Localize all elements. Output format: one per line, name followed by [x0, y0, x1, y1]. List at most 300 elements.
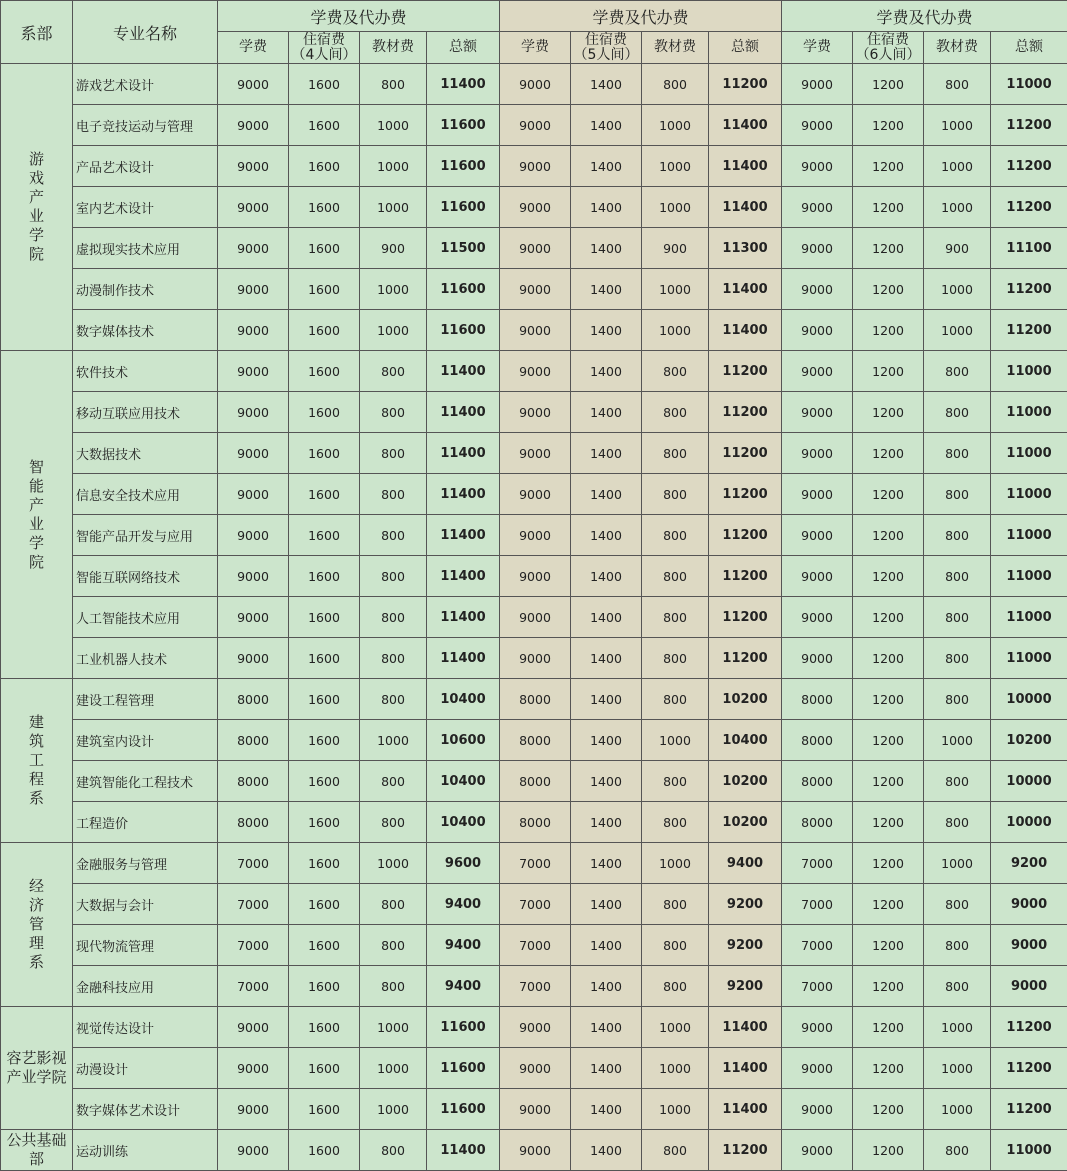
dorm-cell: 1200 [853, 966, 924, 1007]
books-cell: 800 [924, 679, 991, 720]
total-cell: 9000 [991, 966, 1067, 1007]
dorm-cell: 1600 [289, 187, 360, 228]
table-row [1, 802, 1067, 843]
tuition-cell: 8000 [782, 720, 853, 761]
tuition-cell: 9000 [500, 105, 571, 146]
total-cell: 9400 [427, 966, 500, 1007]
total-cell: 10000 [991, 679, 1067, 720]
total-cell: 11400 [709, 310, 782, 351]
tuition-cell: 8000 [782, 761, 853, 802]
tuition-cell: 9000 [218, 638, 289, 679]
tuition-cell: 9000 [218, 228, 289, 269]
tuition-cell: 9000 [500, 597, 571, 638]
total-cell: 11200 [709, 638, 782, 679]
major-name: 产品艺术设计 [73, 146, 218, 187]
tuition-cell: 7000 [218, 925, 289, 966]
dorm-cell: 1600 [289, 966, 360, 1007]
books-cell: 1000 [360, 1007, 427, 1048]
tuition-cell: 9000 [500, 1007, 571, 1048]
total-cell: 11200 [709, 351, 782, 392]
department-name [1, 679, 73, 843]
total-cell: 11200 [991, 310, 1067, 351]
major-name: 建筑室内设计 [73, 720, 218, 761]
books-cell: 1000 [924, 269, 991, 310]
table-row [1, 351, 1067, 392]
dorm-cell: 1200 [853, 638, 924, 679]
tuition-cell: 9000 [218, 515, 289, 556]
total-cell: 10200 [709, 679, 782, 720]
tuition-cell: 9000 [782, 638, 853, 679]
total-cell: 11400 [709, 187, 782, 228]
total-cell: 11600 [427, 1048, 500, 1089]
books-cell: 800 [924, 966, 991, 1007]
tuition-cell: 9000 [500, 1130, 571, 1171]
total-cell: 11600 [427, 310, 500, 351]
table-row [1, 1048, 1067, 1089]
table-row [1, 761, 1067, 802]
books-cell: 1000 [642, 843, 709, 884]
table-row [1, 269, 1067, 310]
table-row [1, 310, 1067, 351]
tuition-cell: 9000 [218, 392, 289, 433]
table-row [1, 433, 1067, 474]
dorm-cell: 1600 [289, 679, 360, 720]
tuition-cell: 9000 [218, 597, 289, 638]
tuition-cell: 7000 [782, 884, 853, 925]
dorm-cell: 1400 [571, 392, 642, 433]
books-cell: 800 [924, 433, 991, 474]
books-cell: 1000 [642, 310, 709, 351]
major-name: 软件技术 [73, 351, 218, 392]
books-cell: 800 [360, 351, 427, 392]
books-cell: 1000 [360, 1048, 427, 1089]
total-cell: 11200 [709, 474, 782, 515]
books-cell: 800 [360, 474, 427, 515]
tuition-cell: 8000 [500, 679, 571, 720]
dept-header: 系部 [1, 1, 73, 64]
books-cell: 1000 [360, 720, 427, 761]
total-header: 总额 [427, 32, 500, 64]
books-cell: 800 [642, 474, 709, 515]
dorm-header-line2: （6人间） [855, 46, 921, 63]
books-cell: 800 [360, 433, 427, 474]
books-cell: 800 [642, 679, 709, 720]
books-cell: 800 [924, 556, 991, 597]
group-header-6-person: 学费及代办费 [782, 1, 1067, 32]
major-name: 移动互联应用技术 [73, 392, 218, 433]
dorm-cell: 1600 [289, 802, 360, 843]
total-cell: 10200 [991, 720, 1067, 761]
books-cell: 1000 [360, 146, 427, 187]
dorm-cell: 1400 [571, 146, 642, 187]
table-row [1, 638, 1067, 679]
total-cell: 11200 [991, 187, 1067, 228]
tuition-cell: 9000 [218, 1007, 289, 1048]
department-label: 智能产业学院 [29, 457, 45, 571]
department-name [1, 1130, 73, 1171]
total-cell: 10600 [427, 720, 500, 761]
dorm-cell: 1400 [571, 843, 642, 884]
dorm-cell: 1600 [289, 556, 360, 597]
table-row [1, 474, 1067, 515]
dorm-cell: 1200 [853, 1089, 924, 1130]
dorm-cell: 1600 [289, 925, 360, 966]
tuition-header: 学费 [782, 32, 853, 64]
department-name [1, 64, 73, 351]
tuition-cell: 9000 [500, 515, 571, 556]
books-cell: 800 [360, 679, 427, 720]
dorm-cell: 1400 [571, 1089, 642, 1130]
dorm-cell: 1400 [571, 351, 642, 392]
tuition-cell: 9000 [782, 556, 853, 597]
tuition-cell: 9000 [218, 269, 289, 310]
dorm-cell: 1600 [289, 597, 360, 638]
total-cell: 9200 [709, 966, 782, 1007]
dorm-cell: 1600 [289, 64, 360, 105]
table-row [1, 228, 1067, 269]
tuition-cell: 9000 [218, 556, 289, 597]
books-cell: 800 [642, 515, 709, 556]
dorm-cell: 1200 [853, 228, 924, 269]
total-cell: 11000 [991, 597, 1067, 638]
total-cell: 11000 [991, 515, 1067, 556]
total-cell: 11000 [991, 64, 1067, 105]
total-cell: 11300 [709, 228, 782, 269]
books-cell: 800 [360, 392, 427, 433]
tuition-cell: 9000 [218, 146, 289, 187]
major-name: 工业机器人技术 [73, 638, 218, 679]
tuition-cell: 9000 [782, 146, 853, 187]
table-row [1, 515, 1067, 556]
total-cell: 11400 [427, 392, 500, 433]
books-cell: 1000 [642, 146, 709, 187]
books-cell: 1000 [924, 1089, 991, 1130]
total-cell: 10000 [991, 802, 1067, 843]
books-cell: 900 [924, 228, 991, 269]
books-cell: 800 [360, 515, 427, 556]
tuition-cell: 9000 [218, 1130, 289, 1171]
total-cell: 11200 [709, 515, 782, 556]
books-cell: 800 [642, 638, 709, 679]
books-cell: 1000 [642, 1048, 709, 1089]
dorm-cell: 1400 [571, 64, 642, 105]
books-cell: 800 [924, 1130, 991, 1171]
table-row [1, 843, 1067, 884]
table-row [1, 925, 1067, 966]
total-cell: 11600 [427, 187, 500, 228]
dorm-cell: 1600 [289, 310, 360, 351]
dorm-cell: 1200 [853, 474, 924, 515]
tuition-cell: 8000 [218, 802, 289, 843]
total-cell: 10400 [427, 761, 500, 802]
table-row [1, 556, 1067, 597]
tuition-cell: 9000 [782, 351, 853, 392]
table-row [1, 105, 1067, 146]
department-label: 游戏产业学院 [29, 150, 45, 263]
total-cell: 11200 [709, 433, 782, 474]
table-row [1, 146, 1067, 187]
books-cell: 1000 [642, 720, 709, 761]
table-row [1, 392, 1067, 433]
tuition-cell: 8000 [782, 802, 853, 843]
total-cell: 9600 [427, 843, 500, 884]
tuition-cell: 9000 [218, 351, 289, 392]
table-row [1, 187, 1067, 228]
tuition-cell: 7000 [500, 843, 571, 884]
tuition-cell: 9000 [500, 1089, 571, 1130]
tuition-cell: 7000 [500, 966, 571, 1007]
tuition-cell: 9000 [782, 392, 853, 433]
books-cell: 1000 [924, 310, 991, 351]
dorm-header [289, 32, 360, 64]
tuition-cell: 7000 [782, 925, 853, 966]
table-row [1, 64, 1067, 105]
tuition-cell: 9000 [782, 597, 853, 638]
total-cell: 11200 [709, 392, 782, 433]
dorm-cell: 1200 [853, 679, 924, 720]
total-cell: 11600 [427, 269, 500, 310]
table-row [1, 1130, 1067, 1171]
tuition-cell: 8000 [782, 679, 853, 720]
total-cell: 11200 [709, 64, 782, 105]
books-cell: 1000 [924, 187, 991, 228]
dorm-cell: 1400 [571, 925, 642, 966]
books-cell: 1000 [924, 843, 991, 884]
dorm-cell: 1600 [289, 474, 360, 515]
total-cell: 9000 [991, 925, 1067, 966]
books-cell: 800 [642, 597, 709, 638]
total-cell: 11400 [427, 351, 500, 392]
books-cell: 1000 [360, 310, 427, 351]
books-cell: 800 [360, 802, 427, 843]
books-cell: 800 [642, 884, 709, 925]
major-name: 视觉传达设计 [73, 1007, 218, 1048]
books-cell: 900 [360, 228, 427, 269]
books-cell: 800 [642, 1130, 709, 1171]
tuition-cell: 7000 [218, 966, 289, 1007]
dorm-cell: 1400 [571, 474, 642, 515]
total-header: 总额 [991, 32, 1067, 64]
table-row [1, 1007, 1067, 1048]
dorm-cell: 1600 [289, 228, 360, 269]
total-cell: 10400 [709, 720, 782, 761]
tuition-cell: 9000 [218, 187, 289, 228]
dorm-cell: 1400 [571, 433, 642, 474]
books-cell: 800 [642, 392, 709, 433]
dorm-cell: 1600 [289, 1048, 360, 1089]
tuition-cell: 9000 [218, 64, 289, 105]
total-cell: 10000 [991, 761, 1067, 802]
tuition-cell: 9000 [782, 105, 853, 146]
total-cell: 11200 [991, 269, 1067, 310]
total-cell: 9000 [991, 884, 1067, 925]
books-cell: 800 [360, 638, 427, 679]
dorm-cell: 1600 [289, 843, 360, 884]
tuition-cell: 9000 [782, 64, 853, 105]
books-cell: 800 [360, 597, 427, 638]
dorm-cell: 1200 [853, 925, 924, 966]
books-cell: 800 [360, 884, 427, 925]
dorm-cell: 1400 [571, 556, 642, 597]
books-cell: 800 [360, 556, 427, 597]
group-header-4-person: 学费及代办费 [218, 1, 500, 32]
dorm-cell: 1400 [571, 802, 642, 843]
books-cell: 800 [924, 638, 991, 679]
books-cell: 1000 [642, 105, 709, 146]
major-name: 建筑智能化工程技术 [73, 761, 218, 802]
dorm-cell: 1400 [571, 1130, 642, 1171]
dorm-cell: 1400 [571, 310, 642, 351]
dorm-cell: 1600 [289, 1089, 360, 1130]
dorm-cell: 1200 [853, 392, 924, 433]
total-cell: 11400 [427, 474, 500, 515]
tuition-cell: 9000 [500, 433, 571, 474]
books-cell: 800 [360, 64, 427, 105]
department-label: 容艺影视产业学院 [6, 1049, 67, 1086]
tuition-cell: 7000 [500, 884, 571, 925]
table-row [1, 966, 1067, 1007]
dorm-cell: 1600 [289, 146, 360, 187]
tuition-cell: 9000 [782, 1007, 853, 1048]
total-cell: 9200 [709, 925, 782, 966]
tuition-cell: 9000 [782, 310, 853, 351]
dorm-header [853, 32, 924, 64]
books-cell: 800 [924, 392, 991, 433]
department-name [1, 1007, 73, 1130]
total-cell: 11400 [427, 638, 500, 679]
total-cell: 9400 [427, 925, 500, 966]
major-name: 运动训练 [73, 1130, 218, 1171]
books-cell: 1000 [360, 105, 427, 146]
dorm-cell: 1200 [853, 1007, 924, 1048]
tuition-cell: 9000 [218, 433, 289, 474]
tuition-cell: 9000 [782, 228, 853, 269]
total-cell: 9400 [709, 843, 782, 884]
major-name: 智能互联网络技术 [73, 556, 218, 597]
dorm-cell: 1600 [289, 761, 360, 802]
tuition-cell: 9000 [782, 187, 853, 228]
dorm-cell: 1400 [571, 966, 642, 1007]
tuition-cell: 7000 [218, 884, 289, 925]
books-cell: 1000 [924, 105, 991, 146]
major-name: 现代物流管理 [73, 925, 218, 966]
books-cell: 1000 [360, 187, 427, 228]
books-cell: 900 [642, 228, 709, 269]
dorm-cell: 1200 [853, 146, 924, 187]
dorm-cell: 1400 [571, 761, 642, 802]
tuition-cell: 8000 [500, 802, 571, 843]
books-cell: 1000 [642, 269, 709, 310]
books-cell: 1000 [360, 269, 427, 310]
tuition-cell: 9000 [782, 474, 853, 515]
dorm-cell: 1600 [289, 515, 360, 556]
total-cell: 11200 [991, 1048, 1067, 1089]
total-cell: 11400 [709, 146, 782, 187]
books-cell: 1000 [924, 1007, 991, 1048]
total-cell: 11600 [427, 1089, 500, 1130]
total-cell: 11400 [427, 556, 500, 597]
department-name [1, 351, 73, 679]
total-cell: 11200 [709, 556, 782, 597]
tuition-cell: 9000 [500, 392, 571, 433]
dorm-cell: 1600 [289, 433, 360, 474]
tuition-cell: 9000 [218, 310, 289, 351]
books-cell: 1000 [360, 843, 427, 884]
major-header: 专业名称 [73, 1, 218, 64]
total-cell: 11000 [991, 556, 1067, 597]
dorm-cell: 1200 [853, 515, 924, 556]
books-cell: 800 [642, 925, 709, 966]
total-cell: 9400 [427, 884, 500, 925]
tuition-cell: 9000 [218, 474, 289, 515]
books-cell: 800 [360, 966, 427, 1007]
total-cell: 9200 [991, 843, 1067, 884]
dorm-cell: 1400 [571, 1048, 642, 1089]
tuition-cell: 9000 [782, 515, 853, 556]
total-cell: 11000 [991, 392, 1067, 433]
books-cell: 800 [642, 351, 709, 392]
total-cell: 11400 [427, 433, 500, 474]
dorm-cell: 1200 [853, 802, 924, 843]
tuition-cell: 8000 [218, 761, 289, 802]
fee-table-body [1, 64, 1067, 1171]
dorm-cell: 1600 [289, 720, 360, 761]
books-cell: 800 [924, 884, 991, 925]
tuition-cell: 9000 [500, 1048, 571, 1089]
books-cell: 800 [924, 474, 991, 515]
tuition-cell: 9000 [500, 638, 571, 679]
books-cell: 800 [924, 515, 991, 556]
total-cell: 11400 [427, 515, 500, 556]
dorm-cell: 1200 [853, 269, 924, 310]
books-cell: 800 [924, 925, 991, 966]
books-cell: 800 [642, 761, 709, 802]
major-name: 金融科技应用 [73, 966, 218, 1007]
total-cell: 11200 [991, 105, 1067, 146]
total-cell: 11200 [991, 1089, 1067, 1130]
books-cell: 1000 [924, 146, 991, 187]
tuition-cell: 9000 [500, 146, 571, 187]
books-cell: 800 [360, 761, 427, 802]
books-header: 教材费 [924, 32, 991, 64]
dorm-cell: 1200 [853, 597, 924, 638]
tuition-cell: 8000 [218, 679, 289, 720]
tuition-cell: 8000 [500, 761, 571, 802]
dorm-cell: 1600 [289, 351, 360, 392]
dorm-header [571, 32, 642, 64]
dorm-cell: 1400 [571, 1007, 642, 1048]
total-cell: 10200 [709, 761, 782, 802]
tuition-cell: 7000 [500, 925, 571, 966]
tuition-header: 学费 [500, 32, 571, 64]
dorm-cell: 1200 [853, 433, 924, 474]
dorm-cell: 1600 [289, 1007, 360, 1048]
tuition-cell: 9000 [500, 64, 571, 105]
total-cell: 11400 [709, 105, 782, 146]
tuition-cell: 9000 [500, 310, 571, 351]
tuition-cell: 9000 [782, 433, 853, 474]
books-cell: 1000 [642, 1007, 709, 1048]
total-cell: 11500 [427, 228, 500, 269]
books-cell: 1000 [924, 1048, 991, 1089]
total-cell: 11400 [709, 1007, 782, 1048]
total-cell: 11600 [427, 1007, 500, 1048]
major-name: 信息安全技术应用 [73, 474, 218, 515]
dorm-cell: 1200 [853, 64, 924, 105]
major-name: 动漫制作技术 [73, 269, 218, 310]
tuition-cell: 9000 [500, 269, 571, 310]
books-cell: 800 [924, 351, 991, 392]
